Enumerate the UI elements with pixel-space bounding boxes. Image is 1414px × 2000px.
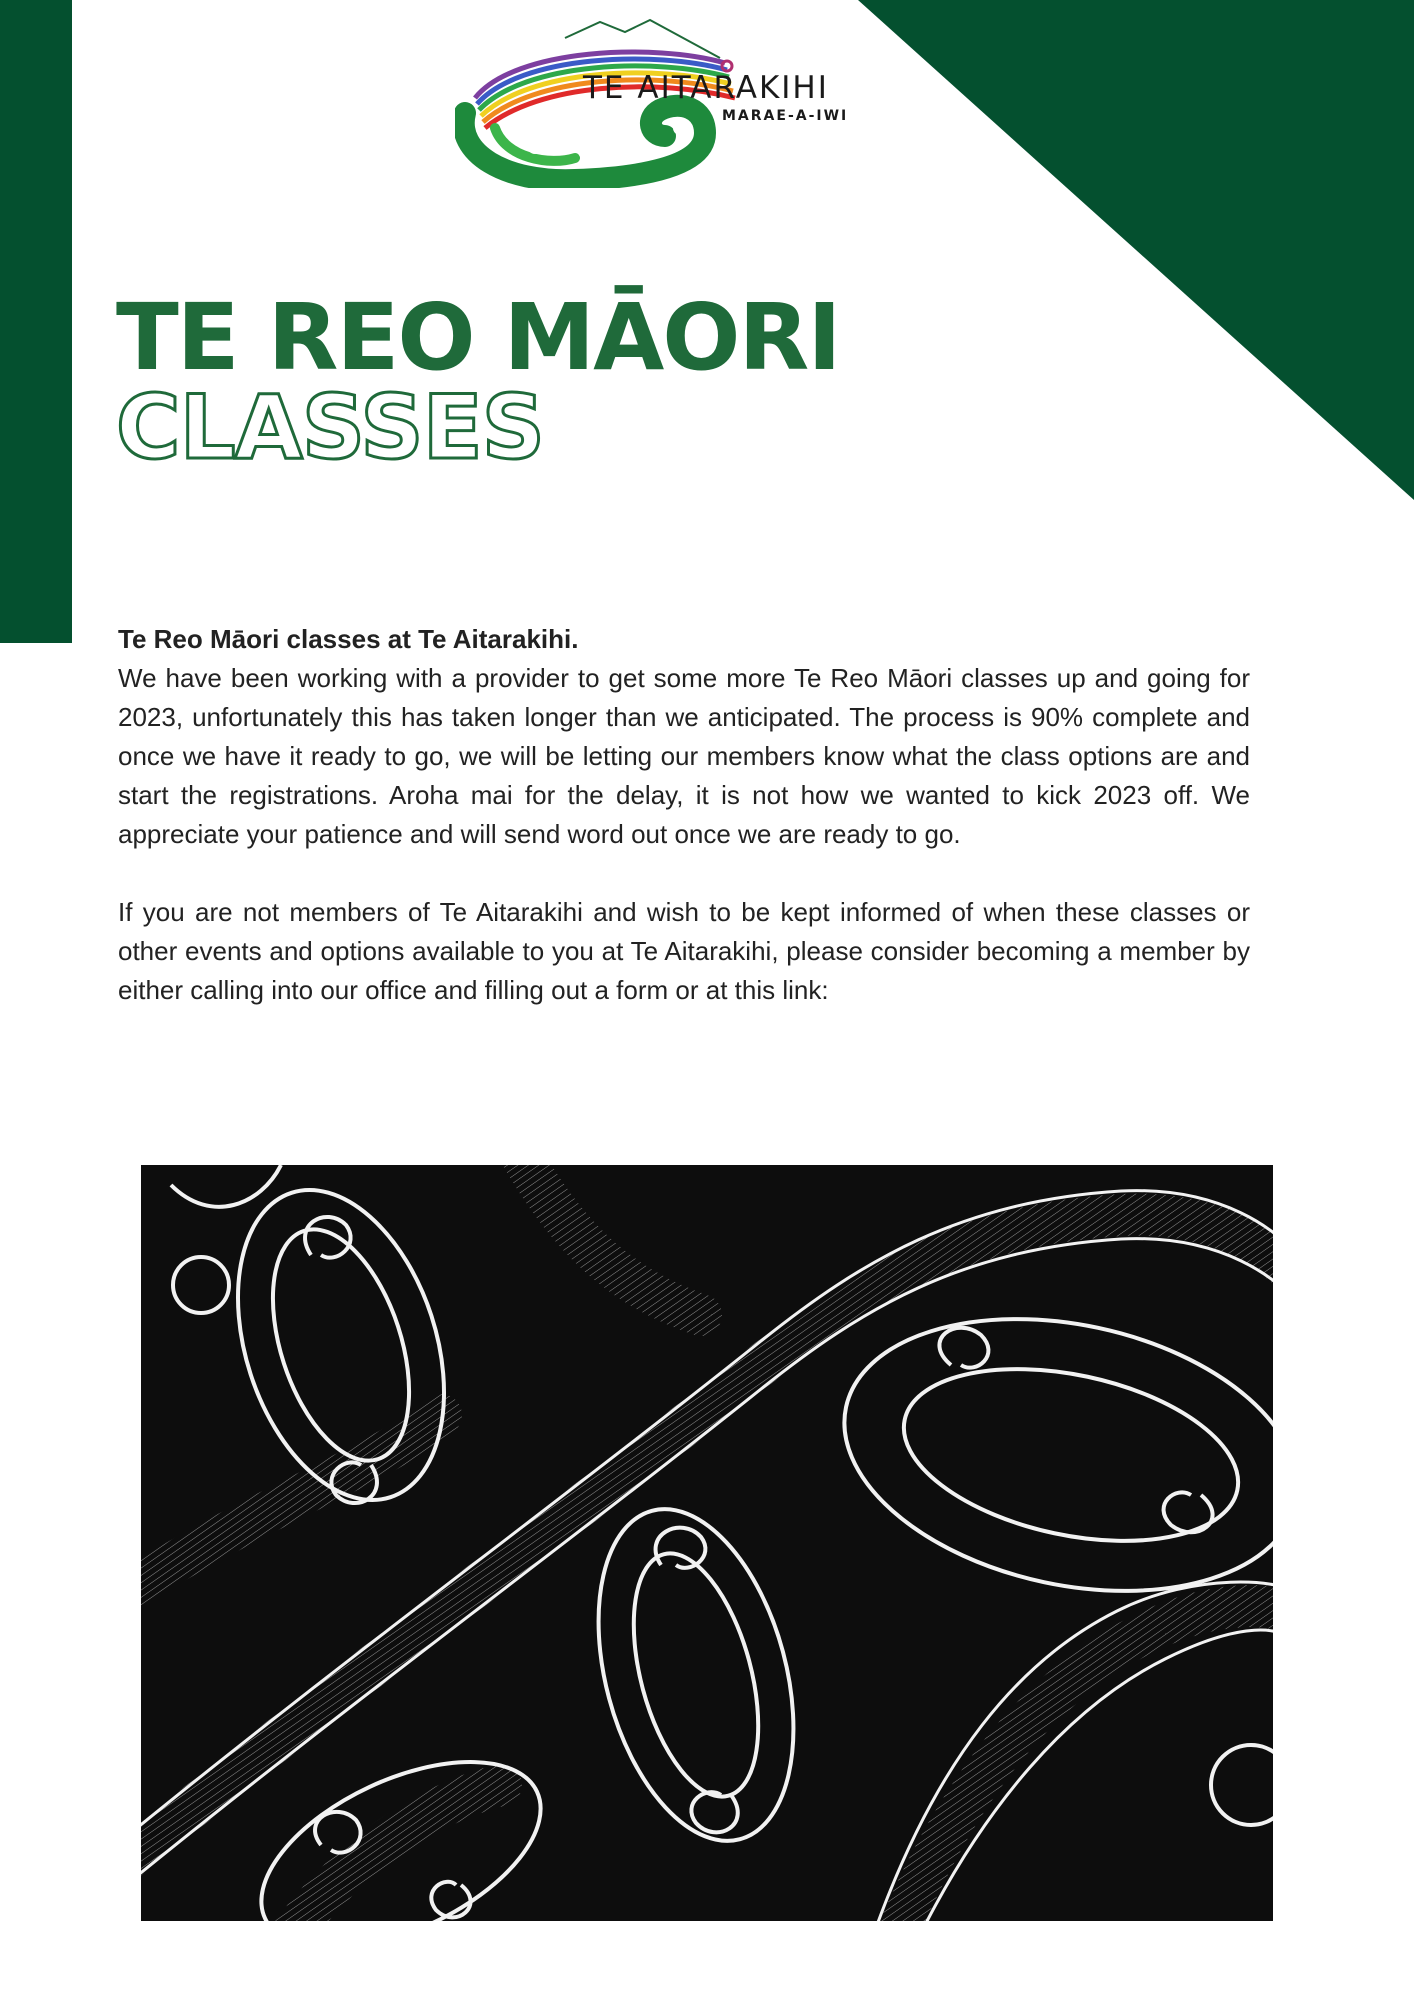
paragraph-2: If you are not members of Te Aitarakihi and wish to be kept informed of when these classes or other events and options available to you at Te Aitarakihi, please consider becoming a member by either calling into our office and filling out a form or at this link: [118,897,1250,1005]
body-text [118,620,1250,1010]
paragraph-spacer [118,854,1250,893]
maori-kowhaiwhai-pattern-icon [141,1165,1273,1921]
logo-subtitle: MARAE-A-IWI [722,108,849,124]
logo [455,18,925,188]
page-subtitle-outline: CLASSES [116,376,545,479]
left-accent-bar [0,0,72,643]
logo-title: TE AITARAKIHI [583,70,829,106]
page-title: TE REO MĀORI [116,284,840,391]
paragraph-1: We have been working with a provider to get some more Te Reo Māori classes up and going for 2023, unfortunately this has taken longer than we anticipated. The process is 90% complete and once we have it ready to go, we will be letting our members know what the class options are and start the registrations. Aroha mai for the delay, it is not how we wanted to kick 2023 off. We appreciate your patience and will send word out once we are ready to go. [118,663,1250,849]
intro-title: Te Reo Māori classes at Te Aitarakihi. [118,624,579,654]
corner-triangle [858,0,1414,500]
kowhaiwhai-pattern-image [141,1165,1273,1921]
